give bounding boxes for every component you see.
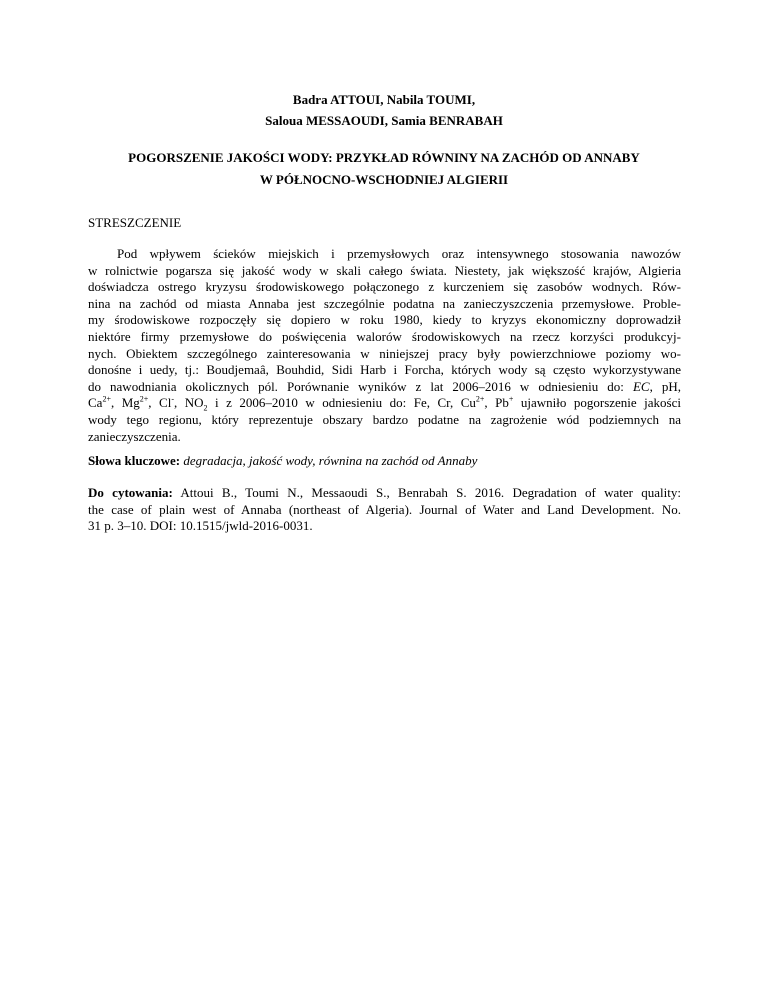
authors-line-2: Saloua MESSAOUDI, Samia BENRABAH xyxy=(265,113,503,128)
abstract-line: nych. Obiektem szczególnego zainteresowania w niniejszej pracy były powierzchniowe poziomy wo- xyxy=(88,345,681,361)
abstract-line: niektóre firmy przemysłowe do poświęcenia walorów środowiskowych na rzecz korzyści produkcyj- xyxy=(88,328,681,344)
abstract-line: zanieczyszczenia. xyxy=(88,428,181,444)
abstract-line-text: i z 2006–2010 w odniesieniu do: Fe, Cr, Cu xyxy=(207,395,476,411)
citation-line: 31 p. 3–10. DOI: 10.1515/jwld-2016-0031. xyxy=(88,518,313,534)
author-list xyxy=(0,89,768,131)
abstract-line: donośne i uedy, tj.: Boudjemaâ, Bouhdid, Sidi Harb i Forcha, których wody są często wykorzystywane xyxy=(88,362,681,378)
abstract-line: Pod wpływem ścieków miejskich i przemysłowych oraz intensywnego stosowania nawozów xyxy=(117,246,681,261)
abstract-line-text: ujawniło pogorszenie jakości xyxy=(513,395,682,411)
abstract-line xyxy=(88,379,681,396)
ion-no: , NO xyxy=(174,395,204,411)
ion-no-subscript: 2 xyxy=(203,403,208,413)
abstract-body xyxy=(88,246,681,445)
ec-term: EC xyxy=(632,378,650,394)
title-line-2: W PÓŁNOCNO-WSCHODNIEJ ALGIERII xyxy=(259,172,509,187)
citation xyxy=(88,485,681,535)
citation-line xyxy=(88,485,681,502)
ion-cl: , Cl xyxy=(148,395,172,411)
abstract-line: doświadcza ostrego kryzysu środowiskowego połączonego z kurczeniem się zasobów wodnych. Rów- xyxy=(88,279,681,295)
ion-ca-charge: 2+ xyxy=(102,395,111,405)
title-line-1: POGORSZENIE JAKOŚCI WODY: PRZYKŁAD RÓWNINY NA ZACHÓD OD ANNABY xyxy=(128,150,640,165)
ion-pb-charge: + xyxy=(508,395,514,405)
citation-label: Do cytowania: xyxy=(88,485,173,500)
citation-line: the case of plain west of Annaba (northeast of Algeria). Journal of Water and Land Development. No. xyxy=(88,501,681,517)
ion-cl-charge: - xyxy=(171,395,174,405)
ion-ca: Ca xyxy=(88,395,103,411)
abstract-line xyxy=(88,395,681,412)
abstract-line: my środowiskowe rozpoczęły się dopiero w roku 1980, kiedy to kryzys ekonomiczny doprowadził xyxy=(88,312,681,328)
abstract-line-text: do nawodniania okolicznych pól. Porównanie wyników z lat 2006–2016 w odniesieniu do: xyxy=(88,378,624,394)
keywords-label: Słowa kluczowe: xyxy=(88,453,181,468)
abstract-line: wody tego regionu, który reprezentuje obszary bardzo podatne na zagrożenie wód podziemnych na xyxy=(88,411,681,427)
citation-text: Attoui B., Toumi N., Messaoudi S., Benrabah S. 2016. Degradation of water quality: xyxy=(180,485,681,500)
keywords xyxy=(88,453,681,469)
ion-pb: , Pb xyxy=(484,395,509,411)
authors-line-1: Badra ATTOUI, Nabila TOUMI, xyxy=(292,92,476,107)
abstract-line: nina na zachód od miasta Annaba jest szczególnie podatna na zanieczyszczenia przemysłowe. Proble- xyxy=(88,295,681,311)
abstract-heading: STRESZCZENIE xyxy=(88,215,182,230)
keywords-value: degradacja, jakość wody, równina na zachód od Annaby xyxy=(183,453,478,468)
ion-mg-charge: 2+ xyxy=(139,395,149,405)
paper-title xyxy=(0,147,768,191)
ion-mg: , Mg xyxy=(110,395,140,411)
ph-term: , pH, xyxy=(649,378,682,394)
ion-cu-charge: 2+ xyxy=(475,395,485,405)
abstract-line: w rolnictwie pogarsza się jakość wody w skali całego świata. Niestety, jak większość krajów, Algieria xyxy=(88,262,681,278)
